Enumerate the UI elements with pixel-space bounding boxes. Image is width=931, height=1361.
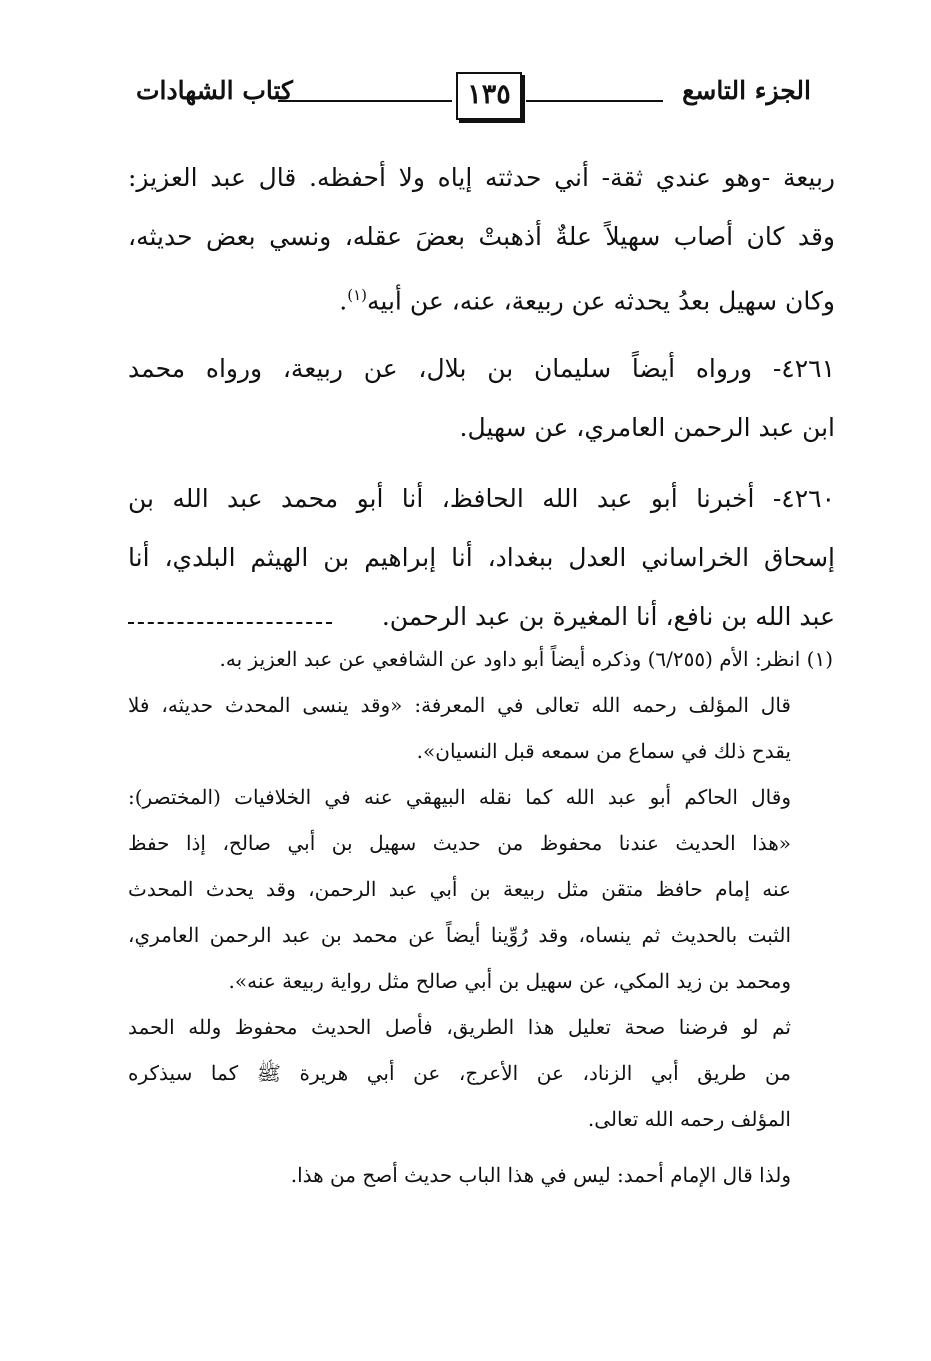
- page-number: ١٣٥: [467, 79, 511, 110]
- hadith-4261-line: ابن عبد الرحمن العامري، عن سهيل.: [459, 413, 835, 442]
- footnote-line: وقال الحاكم أبو عبد الله كما نقله البيهقي عنه في الخلافيات (المختصر):: [128, 785, 791, 809]
- body-line: وكان سهيل بعدُ يحدثه عن ربيعة، عنه، عن أبيه$^{(١)}$.: [339, 286, 835, 316]
- footnote-line: قال المؤلف رحمه الله تعالى في المعرفة: «وقد ينسى المحدث حديثه، فلا: [128, 693, 791, 717]
- footnote-line: عنه إمام حافظ متقن مثل ربيعة بن أبي عبد الرحمن، وقد يحدث المحدث: [128, 877, 791, 901]
- header-rule-right: [526, 100, 663, 102]
- footnote-line: الثبت بالحديث ثم ينساه، وقد رُوِّينا أيضاً عن محمد بن عبد الرحمن العامري،: [128, 923, 791, 947]
- footnote-line: ومحمد بن زيد المكي، عن سهيل بن أبي صالح مثل رواية ربيعة عنه».: [228, 969, 791, 993]
- body-line: وقد كان أصاب سهيلاً علةٌ أذهبتْ بعضَ عقله، ونسي بعض حديثه،: [128, 222, 835, 251]
- footnote-reference: (١): [347, 286, 368, 304]
- hadith-4260-line: إسحاق الخراساني العدل ببغداد، أنا إبراهيم بن الهيثم البلدي، أنا: [128, 543, 835, 572]
- main-text: [128, 148, 835, 646]
- footnotes: [128, 636, 833, 1198]
- footnote-line: يقدح ذلك في سماع من سمعه قبل النسيان».: [416, 739, 791, 763]
- book-title: كتاب الشهادات: [136, 76, 293, 105]
- body-line: ربيعة -وهو عندي ثقة- أني حدثته إياه ولا أحفظه. قال عبد العزيز:: [128, 163, 835, 192]
- footnote-line: ثم لو فرضنا صحة تعليل هذا الطريق، فأصل الحديث محفوظ ولله الحمد: [128, 1015, 791, 1039]
- page-number-box: [456, 72, 522, 120]
- volume-title: الجزء التاسع: [682, 76, 811, 105]
- running-header: [128, 72, 811, 124]
- body-line-text: وكان سهيل بعدُ يحدثه عن ربيعة، عنه، عن أبيه: [367, 286, 835, 316]
- footnote-line: من طريق أبي الزناد، عن الأعرج، عن أبي هريرة ﷺ كما سيذكره: [128, 1061, 791, 1085]
- footnote-line: ولذا قال الإمام أحمد: ليس في هذا الباب حديث أصح من هذا.: [290, 1163, 791, 1187]
- footnote-line: المؤلف رحمه الله تعالى.: [587, 1107, 791, 1131]
- footnote-line: «هذا الحديث عندنا محفوظ من حديث سهيل بن أبي صالح، إذا حفظ: [128, 831, 791, 855]
- header-rule-left: [278, 100, 452, 102]
- hadith-4260-line: ٤٢٦٠- أخبرنا أبو عبد الله الحافظ، أنا أبو محمد عبد الله بن: [128, 484, 835, 513]
- footnote-line: (١) انظر: الأم (٦/٢٥٥) وذكره أيضاً أبو داود عن الشافعي عن عبد العزيز به.: [219, 647, 833, 671]
- hadith-4260-line: عبد الله بن نافع، أنا المغيرة بن عبد الرحمن.: [381, 602, 835, 631]
- hadith-4261-line: ٤٢٦١- ورواه أيضاً سليمان بن بلال، عن ربيعة، ورواه محمد: [128, 354, 835, 383]
- footnote-separator: [128, 622, 332, 624]
